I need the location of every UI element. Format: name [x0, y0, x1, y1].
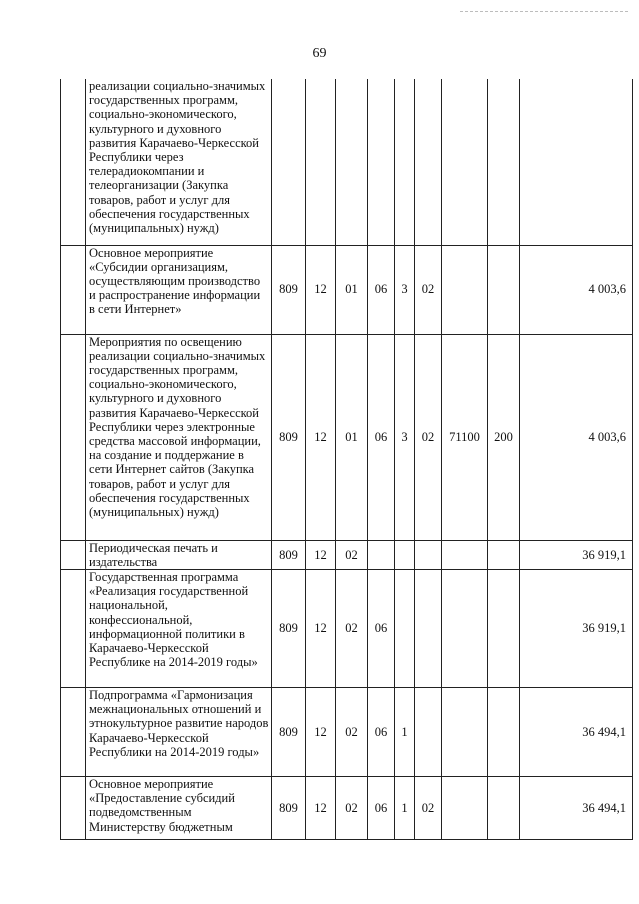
cell-expense-type	[488, 245, 520, 334]
cell-section: 12	[306, 334, 336, 540]
cell-subsection: 02	[336, 540, 368, 569]
cell-measure: 02	[415, 776, 442, 839]
cell-name: Подпрограмма «Гармонизация межнациональных отношений и этнокультурное развитие народов Карачаево-Черкесской Республики на 2014-2019 годы»	[86, 687, 272, 776]
row-marker-cell	[61, 687, 86, 776]
cell-direction	[442, 569, 488, 687]
cell-name: Государственная программа «Реализация государственной национальной, конфессиональной, информационной политики в Карачаево-Черкесской Республике на 2014-2019 годы»	[86, 569, 272, 687]
cell-subprogram	[395, 540, 415, 569]
row-marker-cell	[61, 569, 86, 687]
cell-section: 12	[306, 245, 336, 334]
row-marker-cell	[61, 776, 86, 839]
cell-ministry: 809	[272, 540, 306, 569]
cell-direction	[442, 687, 488, 776]
cell-name: Периодическая печать и издательства	[86, 540, 272, 569]
cell-subsection: 02	[336, 776, 368, 839]
table-row	[61, 334, 633, 540]
cell-section: 12	[306, 687, 336, 776]
cell-subprogram: 3	[395, 334, 415, 540]
cell-amount: 36 494,1	[520, 687, 633, 776]
row-marker-cell	[61, 540, 86, 569]
cell-direction	[442, 776, 488, 839]
cell-ministry: 809	[272, 334, 306, 540]
cell-section: 12	[306, 569, 336, 687]
cell-expense-type	[488, 569, 520, 687]
cell-expense-type	[488, 79, 520, 245]
budget-table-body	[61, 79, 633, 839]
cell-amount: 4 003,6	[520, 334, 633, 540]
cell-name: Мероприятия по освещению реализации социально-значимых государственных программ, социально-экономического, культурного и духовного развития Карачаево-Черкесской Республики через электронные средства массовой информации, на создание и поддержание в сети Интернет сайтов (Закупка товаров, работ и услуг для обеспечения государственных (муниципальных) нужд)	[86, 334, 272, 540]
cell-program: 06	[368, 245, 395, 334]
table-row	[61, 540, 633, 569]
cell-program	[368, 79, 395, 245]
cell-section: 12	[306, 776, 336, 839]
cell-measure	[415, 687, 442, 776]
cell-expense-type	[488, 687, 520, 776]
cell-ministry	[272, 79, 306, 245]
table-row	[61, 776, 633, 839]
table-row	[61, 245, 633, 334]
cell-name: Основное мероприятие «Субсидии организациям, осуществляющим производство и распространение информации в сети Интернет»	[86, 245, 272, 334]
cell-expense-type: 200	[488, 334, 520, 540]
cell-measure	[415, 540, 442, 569]
table-row	[61, 79, 633, 245]
page-number: 69	[312, 46, 327, 61]
table-row	[61, 569, 633, 687]
cell-program: 06	[368, 569, 395, 687]
cell-expense-type	[488, 540, 520, 569]
cell-program: 06	[368, 687, 395, 776]
cell-subsection: 02	[336, 687, 368, 776]
cell-name: реализации социально-значимых государственных программ, социально-экономического, культурного и духовного развития Карачаево-Черкесской Республики через телерадиокомпании и телеорганизации (Закупка товаров, работ и услуг для обеспечения государственных (муниципальных) нужд)	[86, 79, 272, 245]
cell-ministry: 809	[272, 245, 306, 334]
cell-subprogram	[395, 569, 415, 687]
cell-amount: 4 003,6	[520, 245, 633, 334]
cell-program: 06	[368, 334, 395, 540]
cell-subsection: 01	[336, 245, 368, 334]
cell-ministry: 809	[272, 776, 306, 839]
cell-ministry: 809	[272, 687, 306, 776]
table-row	[61, 687, 633, 776]
cell-section: 12	[306, 540, 336, 569]
cell-program: 06	[368, 776, 395, 839]
cell-program	[368, 540, 395, 569]
row-marker-cell	[61, 245, 86, 334]
cell-direction	[442, 79, 488, 245]
cell-direction: 71100	[442, 334, 488, 540]
cell-subprogram: 1	[395, 776, 415, 839]
cell-amount	[520, 79, 633, 245]
cell-subprogram: 1	[395, 687, 415, 776]
row-marker-cell	[61, 79, 86, 245]
cell-subsection: 02	[336, 569, 368, 687]
cell-subprogram	[395, 79, 415, 245]
cell-measure	[415, 569, 442, 687]
cell-measure: 02	[415, 334, 442, 540]
row-marker-cell	[61, 334, 86, 540]
cell-measure	[415, 79, 442, 245]
cell-amount: 36 494,1	[520, 776, 633, 839]
cell-amount: 36 919,1	[520, 540, 633, 569]
cell-subprogram: 3	[395, 245, 415, 334]
cell-section	[306, 79, 336, 245]
cell-name: Основное мероприятие «Предоставление субсидий подведомственным Министерству бюджетным	[86, 776, 272, 839]
cell-expense-type	[488, 776, 520, 839]
cell-direction	[442, 245, 488, 334]
cell-amount: 36 919,1	[520, 569, 633, 687]
cell-measure: 02	[415, 245, 442, 334]
top-edge-rule	[460, 11, 628, 12]
budget-table	[60, 79, 633, 840]
cell-subsection	[336, 79, 368, 245]
cell-subsection: 01	[336, 334, 368, 540]
cell-direction	[442, 540, 488, 569]
cell-ministry: 809	[272, 569, 306, 687]
